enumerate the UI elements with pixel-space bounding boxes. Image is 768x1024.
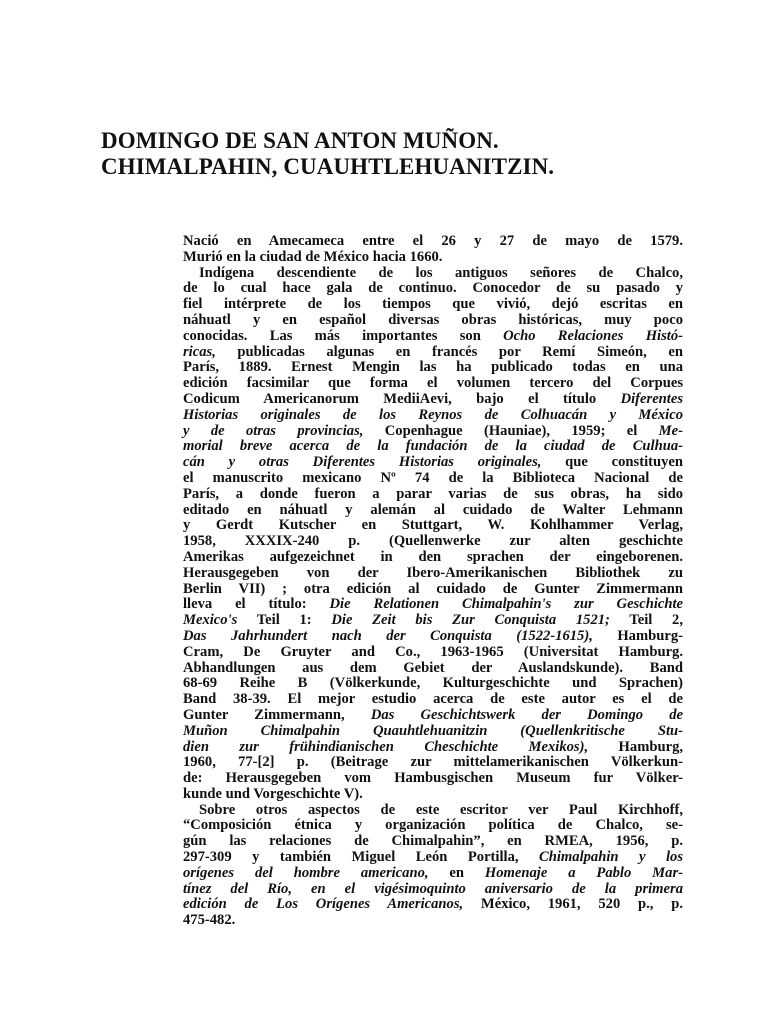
text-segment: Teil 1: (237, 612, 332, 629)
title-line-1: DOMINGO DE SAN ANTON MUÑON. (101, 128, 499, 153)
text-segment: Nació en Amecameca entre el 26 y 27 de mayo de 1579. (183, 233, 683, 249)
text-line (183, 803, 683, 819)
text-line (183, 708, 683, 724)
text-segment: “Composición étnica y organización política de Chalco, se- (183, 817, 683, 834)
text-segment: Hamburg- (592, 627, 683, 644)
italic-text: Das Jahrhundert nach der Conquista (1522-1615), (183, 627, 593, 644)
text-line (183, 234, 683, 250)
text-segment: publicadas algunas en francés por Remí Simeón, en (215, 343, 683, 360)
text-segment: 68-69 Reihe B (Völkerkunde, Kulturgeschichte und Sprachen) (183, 675, 683, 692)
text-segment: 297-309 y también Miguel León Portilla, (183, 849, 540, 866)
italic-text: Die Zeit bis Zur Conquista 1521; (331, 612, 610, 629)
text-segment: Berlin VII) ; otra edición al cuidado de Gunter Zimmermann (183, 580, 683, 597)
page-title (101, 128, 661, 180)
italic-text: edición de Los Orígenes Americanos, (183, 896, 464, 913)
text-line (183, 692, 683, 708)
text-line (183, 645, 683, 661)
text-line (183, 250, 683, 266)
text-line (183, 755, 683, 771)
text-line (183, 345, 683, 361)
text-segment: gún las relaciones de Chimalpahin”, en RMEA, 1956, p. (183, 833, 683, 850)
text-segment: y Gerdt Kutscher en Stuttgart, W. Kohlhammer Verlag, (183, 517, 683, 534)
text-line (183, 281, 683, 297)
text-line (183, 882, 683, 898)
text-line (183, 329, 683, 345)
text-line (183, 834, 683, 850)
text-line (183, 724, 683, 740)
text-segment: Sobre otros aspectos de este escritor ver Paul Kirchhoff, (199, 801, 683, 818)
text-line (183, 297, 683, 313)
text-line (183, 408, 683, 424)
text-segment: Band 38-39. El mejor estudio acerca de este autor es el de (183, 691, 683, 708)
italic-text: Me- (658, 422, 683, 439)
italic-text: Das Geschichtswerk der Domingo de (370, 706, 684, 723)
text-segment: 1960, 77-[2] p. (Beitrage zur mittelamerikanischen Völkerkun- (183, 754, 683, 771)
text-segment: 1958, XXXIX-240 p. (Quellenwerke zur alten geschichte (183, 533, 683, 550)
text-segment: México, 1961, 520 p., p. (463, 896, 683, 913)
italic-text: Ocho Relaciones Histó- (503, 327, 683, 344)
text-line (183, 360, 683, 376)
italic-text: dien zur frühindianischen Cheschichte Mexikos), (183, 738, 589, 755)
text-segment: edición facsimilar que forma el volumen tercero del Corpues (183, 375, 683, 392)
text-line (183, 550, 683, 566)
text-line (183, 455, 683, 471)
italic-text: Diferentes (620, 390, 683, 407)
text-segment: náhuatl y en español diversas obras históricas, muy poco (183, 311, 683, 328)
text-segment: lleva el título: (183, 596, 330, 613)
text-line (183, 534, 683, 550)
body-text (183, 234, 683, 929)
italic-text: Muñon Chimalpahin Quauhtlehuanitzin (Quellenkritische Stu- (183, 722, 683, 739)
text-line (183, 597, 683, 613)
text-line (183, 392, 683, 408)
text-line (183, 266, 683, 282)
title-line-2: CHIMALPAHIN, CUAUHTLEHUANITZIN. (101, 154, 555, 179)
italic-text: Die Relationen Chimalpahin's zur Geschichte (329, 596, 683, 613)
text-segment: el manuscrito mexicano Nº 74 de la Biblioteca Nacional de (183, 469, 683, 486)
text-line (183, 913, 683, 929)
text-line (183, 740, 683, 756)
text-segment: Amerikas aufgezeichnet in den sprachen der eingeborenen. (183, 548, 683, 565)
text-segment: Abhandlungen aus dem Gebiet der Auslandskunde). Band (183, 659, 683, 676)
text-line (183, 850, 683, 866)
text-segment: Copenhague (Hauniae), 1959; el (363, 422, 659, 439)
text-segment: Indígena descendiente de los antiguos señores de Chalco, (199, 264, 683, 281)
text-segment: Teil 2, (609, 612, 683, 629)
text-line (183, 771, 683, 787)
italic-text: ricas, (183, 343, 216, 360)
text-line (183, 629, 683, 645)
italic-text: Mexico's (183, 612, 238, 629)
italic-text: Historias originales de los Reynos de Colhuacán y México (183, 406, 683, 423)
text-line (183, 376, 683, 392)
text-line (183, 471, 683, 487)
text-segment: en (428, 864, 485, 881)
italic-text: tínez del Río, en el vigésimoquinto aniversario de la primera (183, 880, 683, 897)
text-segment: 475-482. (183, 912, 236, 929)
italic-text: Chimalpahin y los (539, 849, 683, 866)
text-segment: de lo cual hace gala de continuo. Conocedor de su pasado y (183, 280, 683, 297)
text-line (183, 487, 683, 503)
text-segment: Herausgegeben von der Ibero-Amerikanischen Bibliothek zu (183, 564, 683, 581)
text-line (183, 424, 683, 440)
text-segment: que constituyen (541, 454, 683, 471)
text-line (183, 661, 683, 677)
text-segment: Gunter Zimmermann, (183, 706, 371, 723)
text-segment: kunde und Vorgeschichte V). (183, 785, 363, 802)
text-segment: París, a donde fueron a parar varias de sus obras, ha sido (183, 485, 683, 502)
text-line (183, 676, 683, 692)
text-segment: de: Herausgegeben vom Hambusgischen Museum fur Völker- (183, 770, 683, 787)
text-line (183, 313, 683, 329)
text-segment: Cram, De Gruyter and Co., 1963-1965 (Universitat Hamburg. (183, 643, 683, 660)
text-line (183, 566, 683, 582)
text-line (183, 582, 683, 598)
italic-text: morial breve acerca de la fundación de la ciudad de Culhua- (183, 438, 683, 455)
text-line (183, 897, 683, 913)
text-line (183, 866, 683, 882)
text-segment: Murió en la ciudad de México hacia 1660. (183, 248, 443, 265)
text-segment: fiel intérprete de los tiempos que vivió, dejó escritas en (183, 296, 683, 313)
text-line (183, 818, 683, 834)
text-segment: conocidas. Las más importantes son (183, 327, 504, 344)
italic-text: Homenaje a Pablo Mar- (484, 864, 683, 881)
text-line (183, 613, 683, 629)
italic-text: orígenes del hombre americano, (183, 864, 429, 881)
text-segment: Codicum Americanorum MediiAevi, bajo el título (183, 390, 621, 407)
text-segment: París, 1889. Ernest Mengin las ha publicado todas en una (183, 359, 683, 376)
italic-text: y de otras provincias, (183, 422, 364, 439)
text-line (183, 518, 683, 534)
text-line (183, 503, 683, 519)
text-segment: editado en náhuatl y alemán al cuidado de Walter Lehmann (183, 501, 683, 518)
text-line (183, 439, 683, 455)
text-segment: Hamburg, (588, 738, 684, 755)
text-line (183, 787, 683, 803)
italic-text: cán y otras Diferentes Historias originales, (183, 454, 542, 471)
